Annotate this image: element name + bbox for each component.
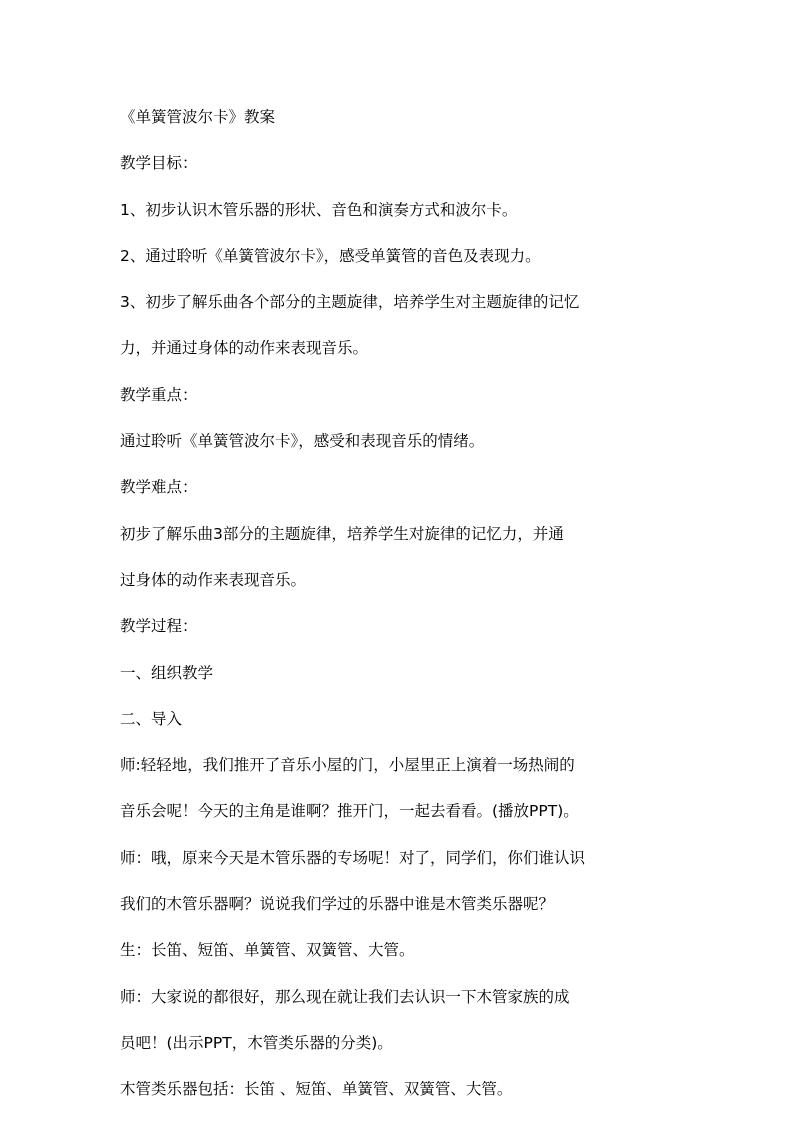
objective-item-continued: 力，并通过身体的动作来表现音乐。 bbox=[120, 339, 369, 358]
objective-item: 2、通过聆听《单簧管波尔卡》，感受单簧管的音色及表现力。 bbox=[120, 246, 541, 265]
paragraph-line: 我们的木管乐器啊？说说我们学过的乐器中谁是木管类乐器呢？ bbox=[120, 895, 555, 914]
objective-item: 1、初步认识木管乐器的形状、音色和演奏方式和波尔卡。 bbox=[120, 200, 518, 219]
paragraph-line: 通过聆听《单簧管波尔卡》，感受和表现音乐的情绪。 bbox=[120, 432, 485, 451]
paragraph-line: 生：长笛、短笛、单簧管、双簧管、大管。 bbox=[120, 941, 415, 960]
paragraph-line: 音乐会呢！今天的主角是谁啊？推开门，一起去看看。(播放PPT)。 bbox=[120, 802, 579, 821]
paragraph-line: 木管类乐器包括：长笛 、短笛、单簧管、双簧管、大管。 bbox=[120, 1080, 513, 1099]
document-body bbox=[120, 98, 710, 1117]
paragraph-line: 过身体的动作来表现音乐。 bbox=[120, 570, 307, 589]
document-title: 《单簧管波尔卡》教案 bbox=[120, 108, 276, 126]
section-heading-objectives: 教学目标： bbox=[120, 154, 198, 173]
process-step: 一、组织教学 bbox=[120, 663, 214, 682]
section-heading-difficulties: 教学难点： bbox=[120, 478, 198, 497]
process-step: 二、导入 bbox=[120, 709, 183, 728]
section-heading-process: 教学过程： bbox=[120, 617, 198, 636]
paragraph-line: 师：哦，原来今天是木管乐器的专场呢！对了，同学们，你们谁认识 bbox=[120, 848, 586, 867]
section-heading-key-points: 教学重点： bbox=[120, 385, 198, 404]
objective-item: 3、初步了解乐曲各个部分的主题旋律，培养学生对主题旋律的记忆 bbox=[120, 293, 580, 312]
paragraph-line: 初步了解乐曲3部分的主题旋律，培养学生对旋律的记忆力，并通 bbox=[120, 524, 564, 543]
paragraph-line: 师:轻轻地，我们推开了音乐小屋的门，小屋里正上演着一场热闹的 bbox=[120, 756, 575, 775]
paragraph-line: 员吧！(出示PPT，木管类乐器的分类)。 bbox=[120, 1033, 393, 1052]
paragraph-line: 师：大家说的都很好，那么现在就让我们去认识一下木管家族的成 bbox=[120, 987, 570, 1006]
